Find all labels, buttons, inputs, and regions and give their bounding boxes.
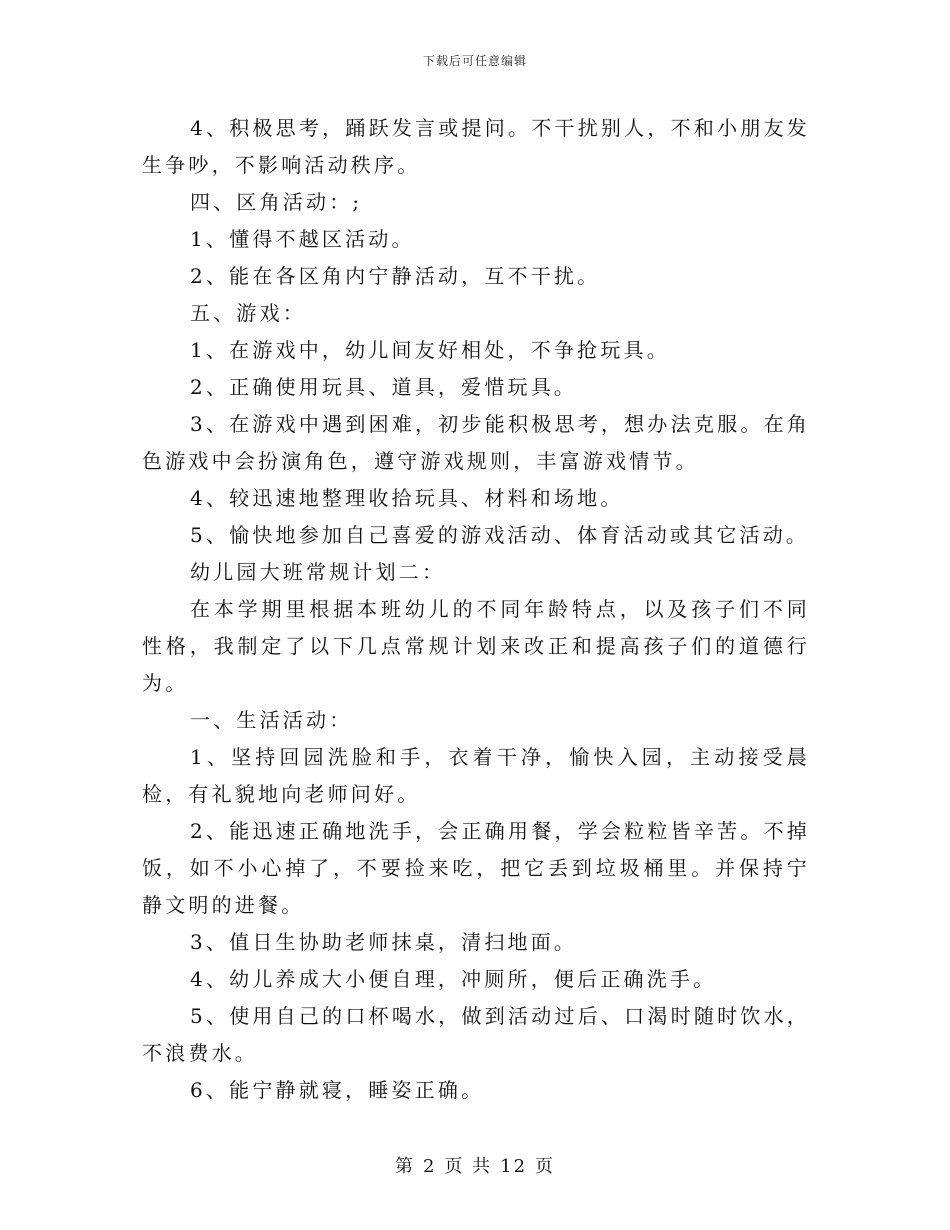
total-page-count: 12 — [500, 1156, 528, 1177]
page-footer — [0, 1152, 950, 1178]
paragraph: 1、懂得不越区活动。 — [190, 227, 415, 251]
current-page-number: 2 — [422, 1156, 437, 1177]
paragraph: 3、在游戏中遇到困难，初步能积极思考，想办法克服。在角色游戏中会扮演角色，遵守游戏规则，丰富游戏情节。 — [142, 412, 810, 473]
paragraph: 4、较迅速地整理收拾玩具、材料和场地。 — [190, 486, 624, 510]
document-body — [142, 110, 810, 1109]
footer-suffix: 页 — [535, 1156, 556, 1177]
footer-prefix: 第 — [394, 1156, 415, 1177]
section-heading: 四、区角活动：; — [190, 190, 363, 214]
paragraph: 5、使用自己的口杯喝水，做到活动过后、口渴时随时饮水，不浪费水。 — [142, 1004, 810, 1065]
paragraph: 4、积极思考，踊跃发言或提问。不干扰别人，不和小朋友发生争吵，不影响活动秩序。 — [142, 116, 810, 177]
paragraph: 1、在游戏中，幼儿间友好相处，不争抢玩具。 — [190, 338, 670, 362]
paragraph: 2、能在各区角内宁静活动，互不干扰。 — [190, 264, 601, 288]
paragraph: 4、幼儿养成大小便自理，冲厕所，便后正确洗手。 — [190, 967, 717, 991]
paragraph: 1、坚持回园洗脸和手，衣着干净，愉快入园，主动接受晨检，有礼貌地向老师问好。 — [142, 745, 810, 806]
paragraph: 2、能迅速正确地洗手，会正确用餐，学会粒粒皆辛苦。不掉饭，如不小心掉了，不要捡来吃，把它丢到垃圾桶里。并保持宁静文明的进餐。 — [142, 819, 810, 917]
page-header: 下载后可任意编辑 — [422, 54, 527, 68]
paragraph: 在本学期里根据本班幼儿的不同年龄特点，以及孩子们不同性格，我制定了以下几点常规计划来改正和提高孩子们的道德行为。 — [142, 597, 810, 695]
section-heading: 一、生活活动： — [190, 708, 353, 732]
section-title: 幼儿园大班常规计划二： — [190, 560, 446, 584]
paragraph: 3、值日生协助老师抹桌，清扫地面。 — [190, 930, 578, 954]
paragraph: 6、能宁静就寝，睡姿正确。 — [190, 1078, 485, 1102]
paragraph: 5、愉快地参加自己喜爱的游戏活动、体育活动或其它活动。 — [190, 523, 810, 547]
section-heading: 五、游戏： — [190, 301, 306, 325]
footer-middle: 页 共 — [444, 1156, 493, 1177]
paragraph: 2、正确使用玩具、道具，爱惜玩具。 — [190, 375, 578, 399]
